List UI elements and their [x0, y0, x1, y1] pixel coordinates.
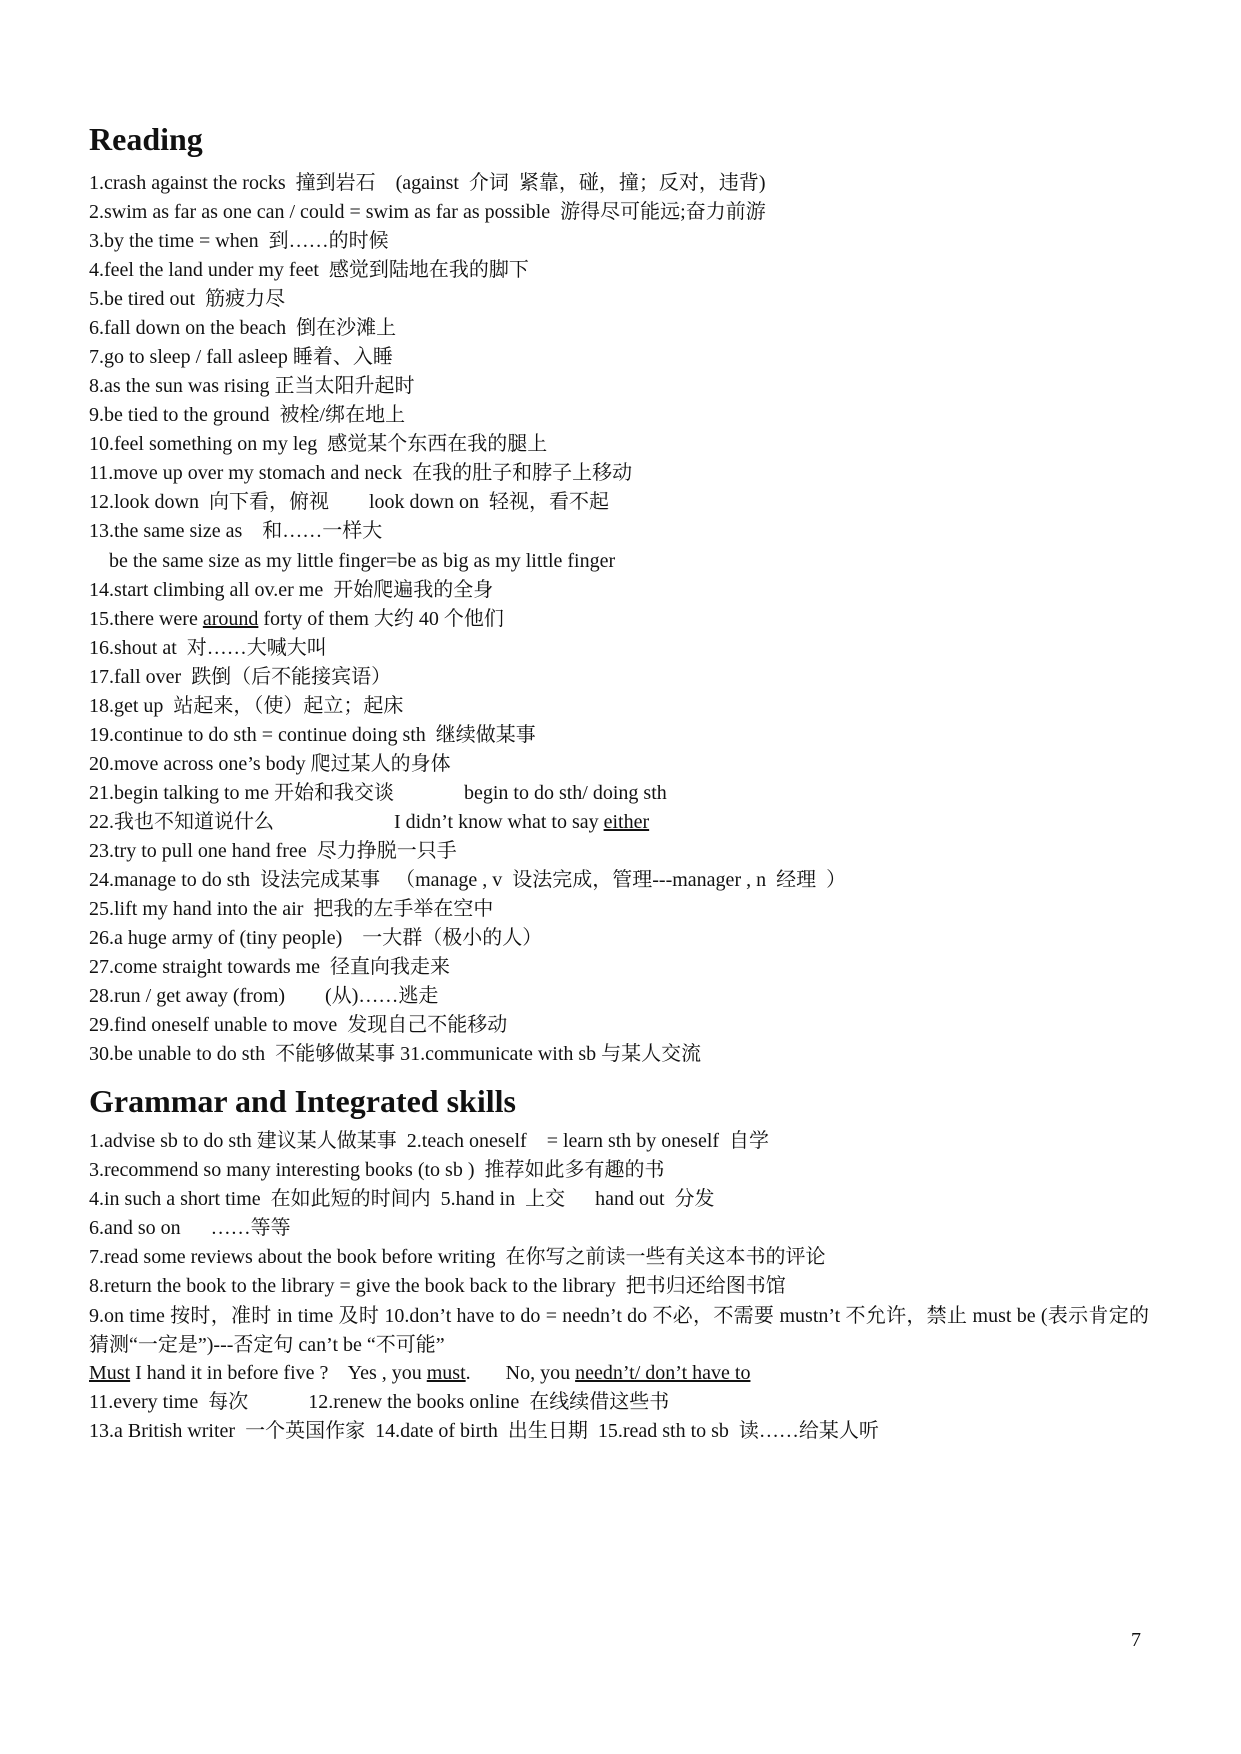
underlined-word: must	[426, 1362, 466, 1384]
reading-heading: Reading	[89, 121, 203, 157]
reading-item: 5.be tired out 筋疲力尽	[89, 288, 286, 310]
reading-item-text: 22.我也不知道说什么 I didn’t know what to say	[89, 811, 604, 833]
reading-item	[89, 606, 504, 632]
reading-item: 1.crash against the rocks 撞到岩石 (against 介词 紧靠，碰，撞；反对，违背)	[89, 172, 766, 194]
grammar-heading: Grammar and Integrated skills	[89, 1083, 516, 1119]
reading-item: 18.get up 站起来，（使）起立；起床	[89, 695, 404, 717]
underlined-phrase: needn’t/ don’t have to	[575, 1362, 751, 1384]
grammar-item: 6.and so on ……等等	[89, 1217, 291, 1239]
underlined-word: either	[603, 811, 650, 833]
reading-item: 16.shout at 对……大喊大叫	[89, 637, 327, 659]
reading-item: 8.as the sun was rising 正当太阳升起时	[89, 375, 415, 397]
reading-item-text: 15.there were	[89, 608, 203, 630]
reading-item: 26.a huge army of (tiny people) 一大群（极小的人）	[89, 927, 543, 949]
reading-item-text: forty of them 大约 40 个他们	[258, 608, 504, 630]
reading-item: 23.try to pull one hand free 尽力挣脱一只手	[89, 840, 457, 862]
reading-item: 3.by the time = when 到……的时候	[89, 230, 389, 252]
grammar-item: 8.return the book to the library = give the book back to the library 把书归还给图书馆	[89, 1275, 786, 1297]
reading-item	[89, 809, 649, 835]
reading-item: 24.manage to do sth 设法完成某事 （manage , v 设法完成，管理---manager , n 经理 ）	[89, 869, 847, 891]
grammar-item: 3.recommend so many interesting books (to sb ) 推荐如此多有趣的书	[89, 1159, 665, 1181]
reading-item: 10.feel something on my leg 感觉某个东西在我的腿上	[89, 433, 548, 455]
grammar-item: 9.on time 按时，准时 in time 及时 10.don’t have to do = needn’t do 不必，不需要 mustn’t 不允许，禁止 must be (表示肯定的猜测“一定是”)---否定句 can’t be “不可能”	[89, 1305, 1149, 1356]
grammar-example	[89, 1360, 750, 1386]
reading-item: 28.run / get away (from) (从)……逃走	[89, 985, 439, 1007]
reading-item: 17.fall over 跌倒（后不能接宾语）	[89, 666, 392, 688]
example-text: . No, you	[465, 1362, 576, 1384]
reading-item: 19.continue to do sth = continue doing sth 继续做某事	[89, 724, 536, 746]
underlined-word: around	[202, 608, 259, 630]
grammar-item: 11.every time 每次 12.renew the books online 在线续借这些书	[89, 1391, 670, 1413]
reading-item: 30.be unable to do sth 不能够做某事 31.communicate with sb 与某人交流	[89, 1043, 702, 1065]
reading-item: 4.feel the land under my feet 感觉到陆地在我的脚下	[89, 259, 529, 281]
page-number: 7	[1131, 1629, 1141, 1651]
grammar-item: 1.advise sb to do sth 建议某人做某事 2.teach oneself = learn sth by oneself 自学	[89, 1130, 770, 1152]
reading-item: 25.lift my hand into the air 把我的左手举在空中	[89, 898, 494, 920]
reading-item: 20.move across one’s body 爬过某人的身体	[89, 753, 451, 775]
grammar-item: 4.in such a short time 在如此短的时间内 5.hand in 上交 hand out 分发	[89, 1188, 715, 1210]
reading-item: 9.be tied to the ground 被栓/绑在地上	[89, 404, 406, 426]
reading-item-continuation: be the same size as my little finger=be as big as my little finger	[109, 550, 616, 572]
example-text: I hand it in before five ? Yes , you	[130, 1362, 427, 1384]
underlined-word: Must	[89, 1362, 131, 1384]
reading-item: 27.come straight towards me 径直向我走来	[89, 956, 451, 978]
reading-item: 12.look down 向下看，俯视 look down on 轻视，看不起	[89, 491, 609, 513]
reading-item: 14.start climbing all ov.er me 开始爬遍我的全身	[89, 579, 494, 601]
reading-item: 29.find oneself unable to move 发现自己不能移动	[89, 1014, 508, 1036]
reading-item: 6.fall down on the beach 倒在沙滩上	[89, 317, 397, 339]
reading-item: 2.swim as far as one can / could = swim as far as possible 游得尽可能远;奋力前游	[89, 201, 766, 223]
reading-item: 13.the same size as 和……一样大	[89, 520, 383, 542]
grammar-item: 7.read some reviews about the book before writing 在你写之前读一些有关这本书的评论	[89, 1246, 826, 1268]
reading-item: 21.begin talking to me 开始和我交谈 begin to do sth/ doing sth	[89, 782, 667, 804]
grammar-item: 13.a British writer 一个英国作家 14.date of birth 出生日期 15.read sth to sb 读……给某人听	[89, 1420, 879, 1442]
reading-item: 7.go to sleep / fall asleep 睡着、入睡	[89, 346, 393, 368]
reading-item: 11.move up over my stomach and neck 在我的肚子和脖子上移动	[89, 462, 633, 484]
